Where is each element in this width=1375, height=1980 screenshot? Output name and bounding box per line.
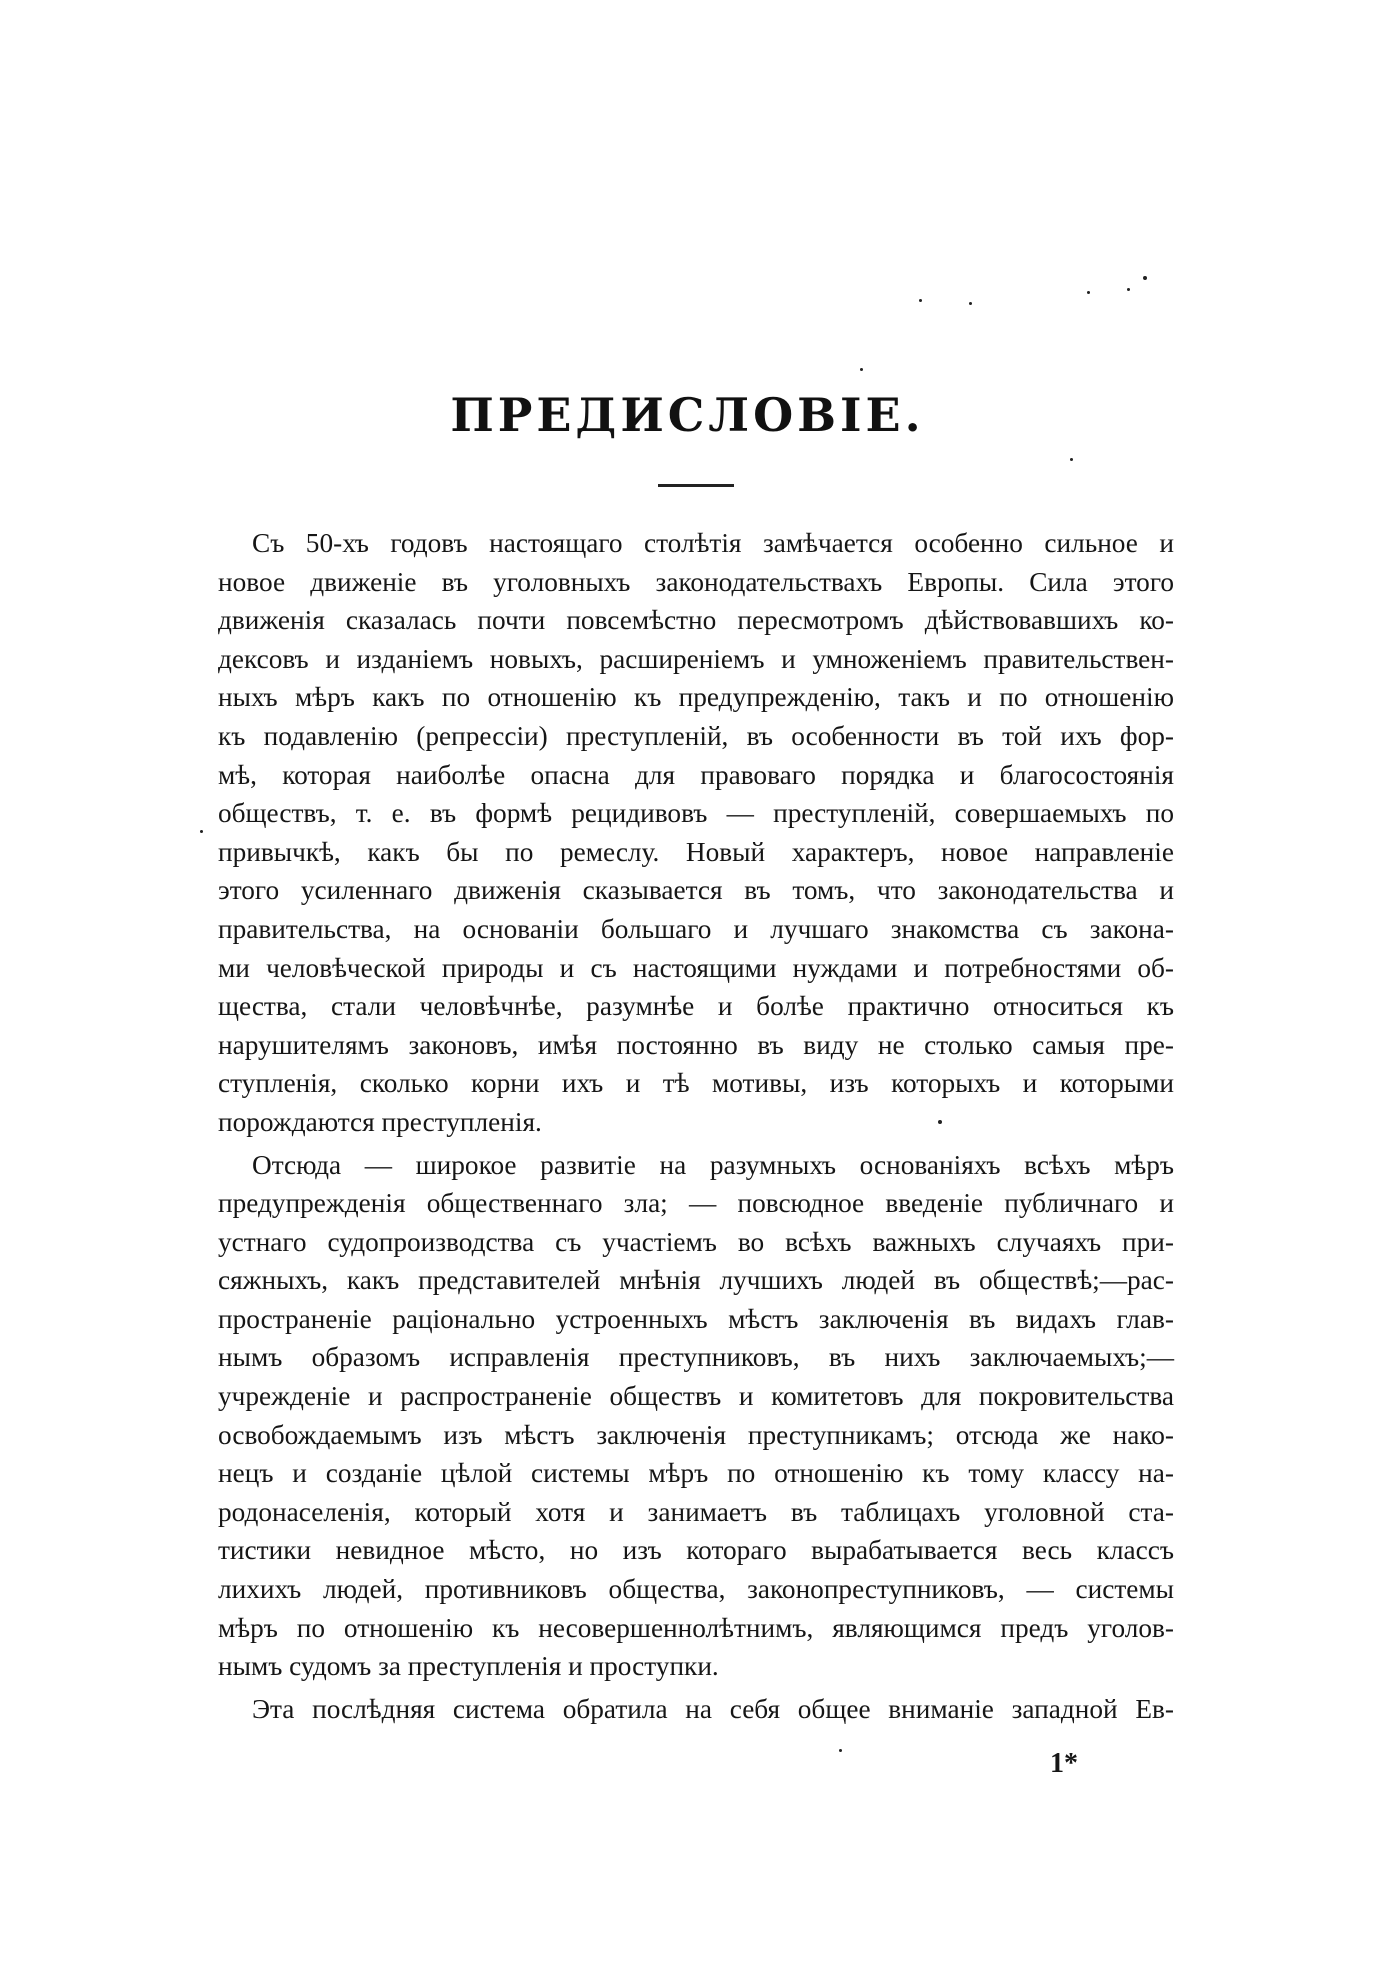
text-line: привычкѣ, какъ бы по ремеслу. Новый характеръ, новое направленіе [218,836,1174,867]
text-line: ми человѣческой природы и съ настоящими нуждами и потребностями об- [218,952,1174,983]
scan-speck [1143,276,1147,280]
text-line: лихихъ людей, противниковъ общества, законопреступниковъ, — системы [218,1574,1174,1605]
text-line: мѣ, которая наиболѣе опасна для правоваго порядка и благосостоянія [218,759,1174,790]
text-line: къ подавленію (репрессіи) преступленій, въ особенности въ той ихъ фор- [218,720,1174,751]
text-line: устнаго судопроизводства съ участіемъ во всѣхъ важныхъ случаяхъ при- [218,1226,1174,1257]
text-line: пространеніе раціонально устроенныхъ мѣстъ заключенія въ видахъ глав- [218,1303,1174,1334]
body-text [218,524,1174,1728]
text-line: родонаселенія, который хотя и занимаетъ въ таблицахъ уголовной ста- [218,1496,1174,1527]
text-line: щества, стали человѣчнѣе, разумнѣе и болѣе практично относиться къ [218,991,1174,1022]
scan-speck [938,1120,942,1124]
text-line: мѣръ по отношенію къ несовершеннолѣтнимъ, являющимся предъ уголов- [218,1612,1174,1643]
text-line: Съ 50-хъ годовъ настоящаго столѣтія замѣчается особенно сильное и [252,528,1174,558]
text-line: нымъ судомъ за преступленія и проступки. [218,1651,719,1682]
text-line: учрежденіе и распространеніе обществъ и комитетовъ для покровительства [218,1381,1174,1412]
text-line: сяжныхъ, какъ представителей мнѣнія лучшихъ людей въ обществѣ;—рас- [218,1265,1174,1296]
scan-speck [200,830,203,833]
text-line: ныхъ мѣръ какъ по отношенію къ предупрежденію, такъ и по отношенію [218,682,1174,713]
text-line: освобождаемымъ изъ мѣстъ заключенія преступникамъ; отсюда же нако- [218,1419,1174,1450]
page-title: ПРЕДИСЛОВІЕ. [450,388,925,442]
scan-speck [919,299,922,302]
text-line: новое движеніе въ уголовныхъ законодательствахъ Европы. Сила этого [218,566,1174,597]
title-rule [658,484,734,487]
paragraph-1 [218,524,1174,1142]
text-line: дексовъ и изданіемъ новыхъ, расширеніемъ и умноженіемъ правительствен- [218,643,1174,674]
text-line: Отсюда — широкое развитіе на разумныхъ основаніяхъ всѣхъ мѣръ [252,1149,1174,1180]
scan-speck [1087,291,1090,294]
scan-speck [839,1749,842,1752]
text-line: этого усиленнаго движенія сказывается въ томъ, что законодательства и [218,875,1174,906]
text-line: правительства, на основаніи большаго и лучшаго знакомства съ закона- [218,913,1174,944]
text-line: нымъ образомъ исправленія преступниковъ, въ нихъ заключаемыхъ;— [218,1342,1174,1373]
scan-speck [860,368,863,371]
text-line: порождаются преступленія. [218,1106,542,1137]
scan-speck [1127,288,1130,291]
text-line: тистики невидное мѣсто, но изъ котораго вырабатывается весь классъ [218,1535,1174,1566]
text-line: ступленія, сколько корни ихъ и тѣ мотивы, изъ которыхъ и которыми [218,1068,1174,1099]
paragraph-2 [218,1146,1174,1686]
text-line: нецъ и созданіе цѣлой системы мѣръ по отношенію къ тому классу на- [218,1458,1174,1489]
text-line: нарушителямъ законовъ, имѣя постоянно въ виду не столько самыя пре- [218,1029,1174,1060]
text-line: предупрежденія общественнаго зла; — повсюдное введеніе публичнаго и [218,1188,1174,1219]
text-line: Эта послѣдняя система обратила на себя общее вниманіе западной Ев- [252,1693,1174,1724]
text-line: движенія сказалась почти повсемѣстно пересмотромъ дѣйствовавшихъ ко- [218,605,1174,636]
signature-mark: 1* [1050,1748,1078,1779]
scan-speck [1070,458,1073,461]
text-line: обществъ, т. е. въ формѣ рецидивовъ — преступленій, совершаемыхъ по [218,798,1174,829]
paragraph-3 [218,1690,1174,1729]
scan-speck [969,302,972,305]
